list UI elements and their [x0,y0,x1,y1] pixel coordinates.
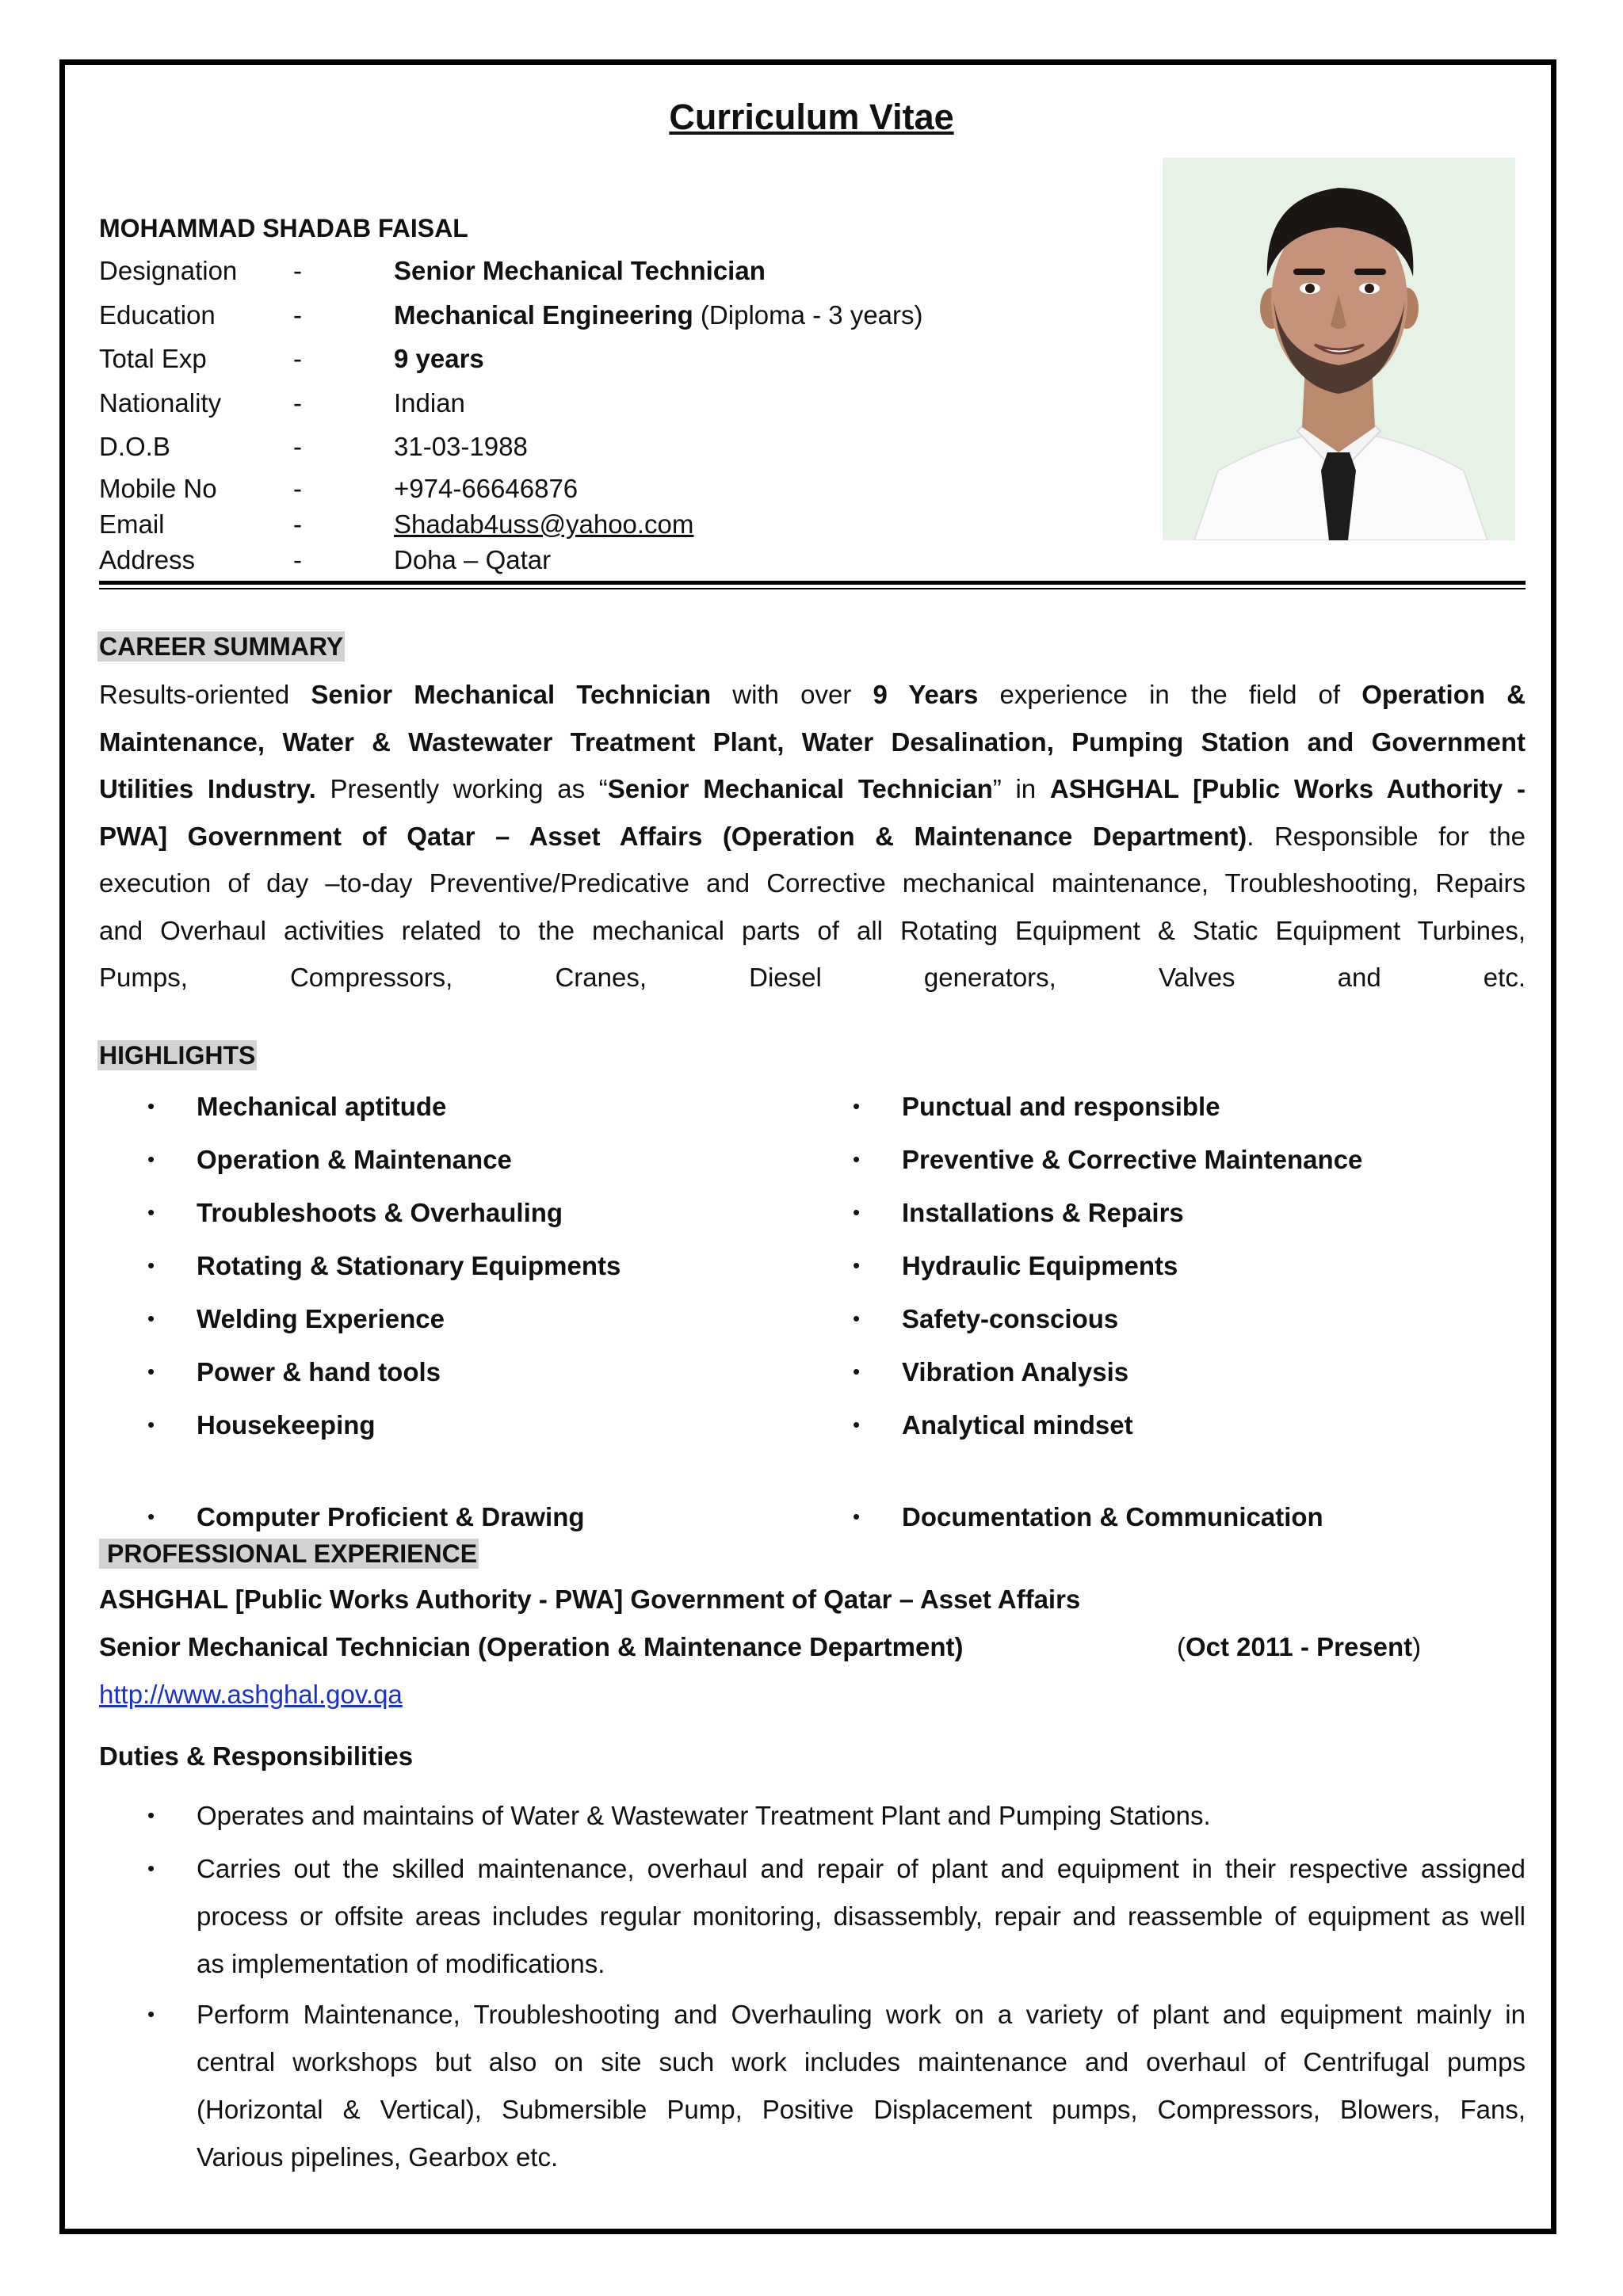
bullet-icon: • [147,1253,155,1277]
bullet-icon: • [853,1306,861,1330]
highlight-item-left: Operation & Maintenance [197,1145,512,1174]
employer-url-link[interactable]: http://www.ashghal.gov.qa [99,1680,403,1709]
highlight-item-left: Power & hand tools [197,1357,441,1386]
info-label: Nationality [99,388,222,418]
summary-line: Maintenance, Water & Wastewater Treatment Plant, Water Desalination, Pumping Station and Government [99,727,1526,757]
profile-photo [1163,158,1515,540]
info-label: Address [99,545,196,574]
highlight-item-right: Analytical mindset [902,1410,1133,1440]
portrait-illustration [1163,158,1515,540]
highlight-item-left: Troubleshoots & Overhauling [197,1198,563,1227]
bullet-icon: • [147,1803,155,1827]
duty-line: central workshops but also on site such work includes maintenance and overhaul of Centrifugal pumps [197,2047,1526,2077]
summary-line: PWA] Government of Qatar – Asset Affairs (Operation & Maintenance Department). Responsible for the [99,821,1526,851]
bullet-icon: • [853,1094,861,1118]
experience-heading: PROFESSIONAL EXPERIENCE [99,1539,479,1569]
info-label: D.O.B [99,432,170,461]
info-value: Senior Mechanical Technician [394,256,766,285]
info-dash: - [293,388,302,418]
header-divider-thick [99,581,1526,585]
candidate-name: MOHAMMAD SHADAB FAISAL [99,214,468,242]
highlights-heading: HIGHLIGHTS [99,1041,256,1070]
duty-item [197,1845,1526,1988]
employer-name: ASHGHAL [Public Works Authority - PWA] Government of Qatar – Asset Affairs [99,1585,1081,1614]
bullet-icon: • [853,1253,861,1277]
info-dash: - [293,344,302,373]
bullet-icon: • [147,1505,155,1528]
duties-heading: Duties & Responsibilities [99,1741,414,1771]
info-dash: - [293,474,302,503]
bullet-icon: • [853,1200,861,1224]
duty-item [197,1792,1526,1840]
highlight-item-right: Safety-conscious [902,1304,1119,1333]
info-value: +974-66646876 [394,474,579,503]
summary-line: execution of day –to-day Preventive/Predicative and Corrective mechanical maintenance, Troubleshooting, Repairs [99,868,1526,898]
info-value: 31-03-1988 [394,432,528,461]
info-value: Indian [394,388,465,418]
header-divider-thin [99,588,1526,589]
duty-line: Perform Maintenance, Troubleshooting and Overhauling work on a variety of plant and equipment mainly in [197,2000,1526,2029]
page-title: Curriculum Vitae [669,97,954,137]
bullet-icon: • [147,1306,155,1330]
summary-line: Utilities Industry. Presently working as “Senior Mechanical Technician” in ASHGHAL [Public Works Authority - [99,774,1526,803]
duty-line: process or offsite areas includes regular monitoring, disassembly, repair and reassemble of equipment as well [197,1901,1526,1931]
bullet-icon: • [853,1505,861,1528]
bullet-icon: • [853,1413,861,1436]
duty-line: Operates and maintains of Water & Wastewater Treatment Plant and Pumping Stations. [197,1801,1211,1830]
bullet-icon: • [147,1094,155,1118]
highlight-item-left: Housekeeping [197,1410,376,1440]
bullet-icon: • [147,1413,155,1436]
info-label: Email [99,509,165,539]
duty-line: Various pipelines, Gearbox etc. [197,2142,559,2172]
summary-line: Results-oriented Senior Mechanical Technician with over 9 Years experience in the field of Operation & [99,680,1526,709]
highlight-item-left: Rotating & Stationary Equipments [197,1251,621,1280]
highlight-item-left: Mechanical aptitude [197,1092,447,1121]
career-summary-heading: CAREER SUMMARY [99,632,344,661]
info-dash: - [293,509,302,539]
duty-line: Carries out the skilled maintenance, overhaul and repair of plant and equipment in their respective assigned [197,1854,1526,1883]
summary-line: Pumps, Compressors, Cranes, Diesel generators, Valves and etc. [99,963,1526,992]
highlight-item-right: Hydraulic Equipments [902,1251,1178,1280]
highlight-item-right: Installations & Repairs [902,1198,1184,1227]
bullet-icon: • [147,1147,155,1171]
info-label: Designation [99,256,238,285]
info-label: Mobile No [99,474,217,503]
bullet-icon: • [147,1200,155,1224]
info-label: Education [99,300,216,330]
highlight-item-right: Punctual and responsible [902,1092,1220,1121]
info-value: Mechanical Engineering (Diploma - 3 years) [394,300,923,330]
info-dash: - [293,300,302,330]
info-label: Total Exp [99,344,207,373]
summary-line: and Overhaul activities related to the mechanical parts of all Rotating Equipment & Static Equipment Turbines, [99,915,1526,945]
bullet-icon: • [147,2002,155,2026]
email-link[interactable]: Shadab4uss@yahoo.com [394,509,694,539]
info-dash: - [293,432,302,461]
info-dash: - [293,256,302,285]
duty-item [197,1991,1526,2181]
highlight-item-right: Documentation & Communication [902,1502,1323,1531]
bullet-icon: • [853,1360,861,1383]
highlight-item-left: Welding Experience [197,1304,445,1333]
bullet-icon: • [147,1360,155,1383]
job-period: (Oct 2011 - Present) [1177,1632,1422,1661]
career-summary-text [99,671,1526,1001]
info-value: Doha – Qatar [394,545,552,574]
bullet-icon: • [147,1856,155,1880]
info-dash: - [293,545,302,574]
highlight-item-right: Vibration Analysis [902,1357,1129,1386]
job-role: Senior Mechanical Technician (Operation & Maintenance Department) [99,1632,964,1661]
duty-line: (Horizontal & Vertical), Submersible Pump, Positive Displacement pumps, Compressors, Blowers, Fans, [197,2095,1526,2124]
highlight-item-right: Preventive & Corrective Maintenance [902,1145,1363,1174]
highlight-item-left: Computer Proficient & Drawing [197,1502,585,1531]
bullet-icon: • [853,1147,861,1171]
duty-line: as implementation of modifications. [197,1949,605,1978]
info-value: 9 years [394,344,484,373]
